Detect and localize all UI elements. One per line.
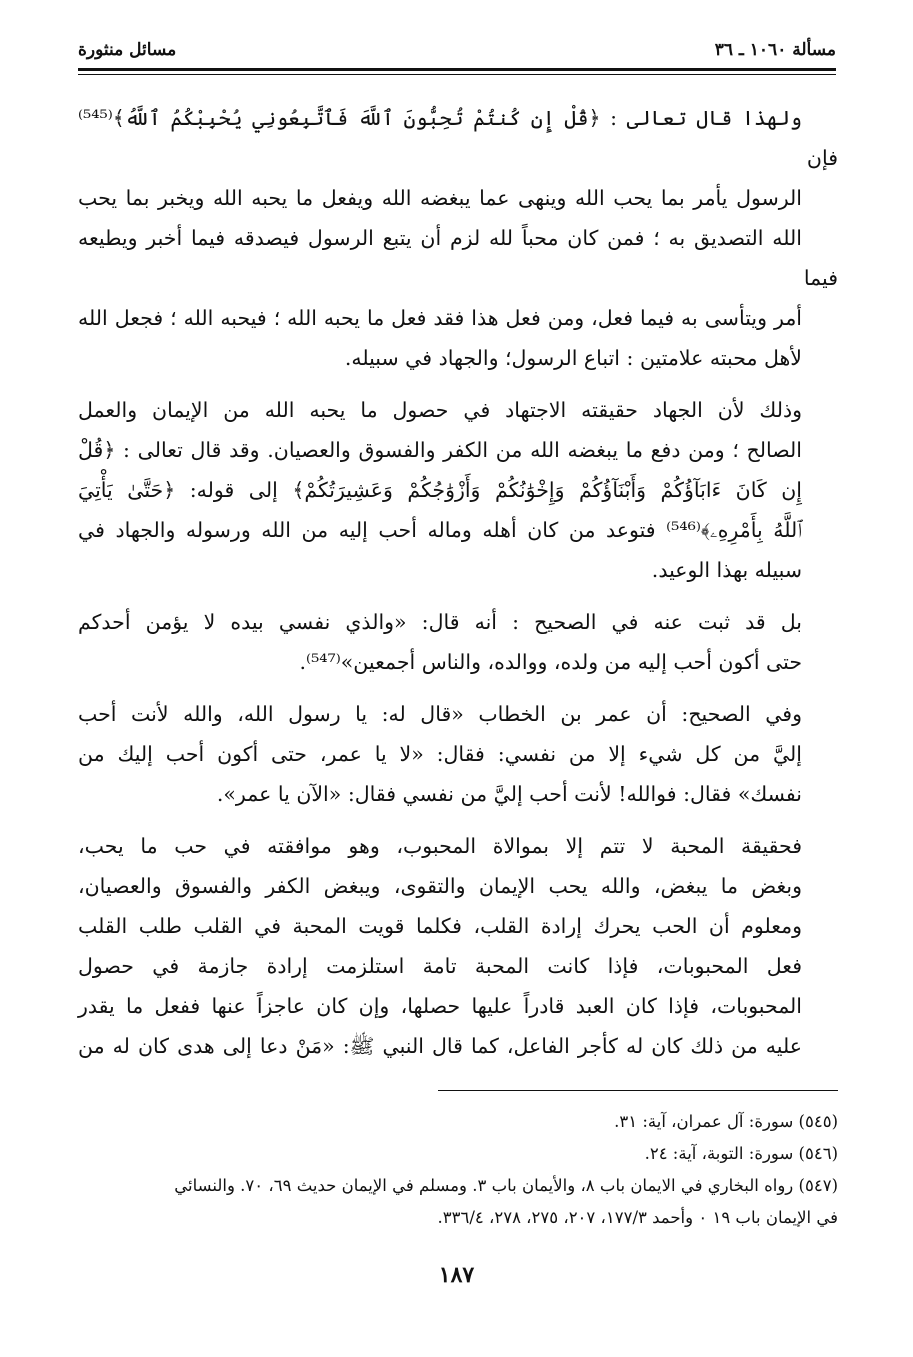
text-line: أمر ويتأسى به فيما فعل، ومن فعل هذا فقد فعل ما يحبه الله ؛ فيحبه الله ؛ فجعل الله — [78, 306, 802, 330]
text-line: ومعلوم أن الحب يحرك إرادة القلب، فكلما قويت المحبة في القلب طلب القلب — [78, 914, 802, 938]
text-line: الله التصديق به ؛ فمن كان محباً لله لزم أن يتبع الرسول فيصدقه فيما أخبر ويطيعه فيما — [78, 226, 838, 290]
main-text — [78, 98, 838, 1078]
text-line: المحبوبات، فإذا كان العبد قادراً عليها حصلها، وإن كان عاجزاً عنها ففعل ما يقدر — [78, 994, 802, 1018]
page-number: ١٨٧ — [438, 1262, 475, 1288]
text-line: وذلك لأن الجهاد حقيقته الاجتهاد في حصول ما يحبه الله من الإيمان والعمل — [78, 398, 802, 422]
text-line: إِن كَانَ ءَابَآؤُكُمْ وَأَبْنَآؤُكُمْ وَإِخْوَٰنُكُمْ وَأَزْوَٰجُكُمْ وَعَشِيرَتُكُمْ﴾ إلى قوله: ﴿حَتَّىٰ يَأْتِيَ — [78, 478, 802, 502]
text-line: وبغض ما يبغض، والله يحب الإيمان والتقوى، ويبغض الكفر والفسوق والعصيان، — [78, 874, 802, 898]
footnote-547-continued: في الإيمان باب ١٩ ٠ وأحمد ١٧٧/٣، ٢٠٧، ٢٧٥، ٢٧٨، ٣٣٦/٤. — [437, 1208, 838, 1227]
running-header — [78, 36, 836, 70]
text-line: حتى أكون أحب إليه من ولده، ووالده، والناس أجمعين»⁽⁵⁴⁷⁾. — [299, 650, 802, 674]
footnote-545: (٥٤٥) سورة: آل عمران، آية: ٣١. — [614, 1112, 838, 1131]
text-line: إليَّ من كل شيء إلا من نفسي: فقال: «لا يا عمر، حتى أكون أحب إليك من — [78, 742, 802, 766]
paragraph-2 — [78, 390, 838, 590]
paragraph-1 — [78, 98, 838, 378]
text-line: وفي الصحيح: أن عمر بن الخطاب «قال له: يا رسول الله، والله لأنت أحب — [78, 702, 802, 726]
footnote-547: (٥٤٧) رواه البخاري في الايمان باب ٨، والأيمان باب ٣. ومسلم في الإيمان حديث ٦٩، ٧٠. والنسائي — [174, 1176, 838, 1195]
text-line: ولهذا قال تعالى : ﴿قُلْ إِن كُنتُمْ تُحِبُّونَ ٱللَّهَ فَٱتَّبِعُونِي يُحْبِبْكُمُ ٱللَّهُ﴾⁽⁵⁴⁵⁾ فإن — [78, 106, 838, 170]
text-line: الرسول يأمر بما يحب الله وينهى عما يبغضه الله ويفعل ما يحبه الله ويخبر بما يحب — [78, 186, 802, 210]
header-rule-thin — [78, 74, 836, 75]
text-line: ٱللَّهُ بِأَمْرِهِۦ﴾⁽⁵⁴⁶⁾ فتوعد من كان أهله وماله أحب إليه من الله ورسوله والجهاد في — [78, 518, 802, 542]
text-line: لأهل محبته علامتين : اتباع الرسول؛ والجهاد في سبيله. — [344, 346, 802, 370]
footnotes — [78, 1106, 838, 1234]
text-line: فحقيقة المحبة لا تتم إلا بموالاة المحبوب، وهو موافقته في حب ما يحب، — [78, 834, 802, 858]
paragraph-4 — [78, 694, 838, 814]
header-title-left: مسائل منثورة — [78, 40, 177, 60]
paragraph-5 — [78, 826, 838, 1066]
header-title-right: مسألة ١٠٦٠ ـ ٣٦ — [714, 40, 836, 60]
header-rule-thick — [78, 68, 836, 71]
footnote-546: (٥٤٦) سورة: التوبة، آية: ٢٤. — [644, 1144, 838, 1163]
text-line: الصالح ؛ ومن دفع ما يبغضه الله من الكفر والفسوق والعصيان. وقد قال تعالى : ﴿قُلْ — [78, 438, 802, 462]
text-line: فعل المحبوبات، فإذا كانت المحبة تامة استلزمت إرادة جازمة في حصول — [78, 954, 802, 978]
text-line: عليه من ذلك كان له كأجر الفاعل، كما قال النبي ﷺ: «مَنْ دعا إلى هدى كان له من — [78, 1034, 802, 1058]
paragraph-3 — [78, 602, 838, 682]
text-line: سبيله بهذا الوعيد. — [651, 558, 802, 582]
text-line: بل قد ثبت عنه في الصحيح : أنه قال: «والذي نفسي بيده لا يؤمن أحدكم — [78, 610, 802, 634]
footnote-divider — [438, 1090, 838, 1091]
text-line: نفسك» فقال: فوالله! لأنت أحب إليَّ من نفسي فقال: «الآن يا عمر». — [216, 782, 802, 806]
